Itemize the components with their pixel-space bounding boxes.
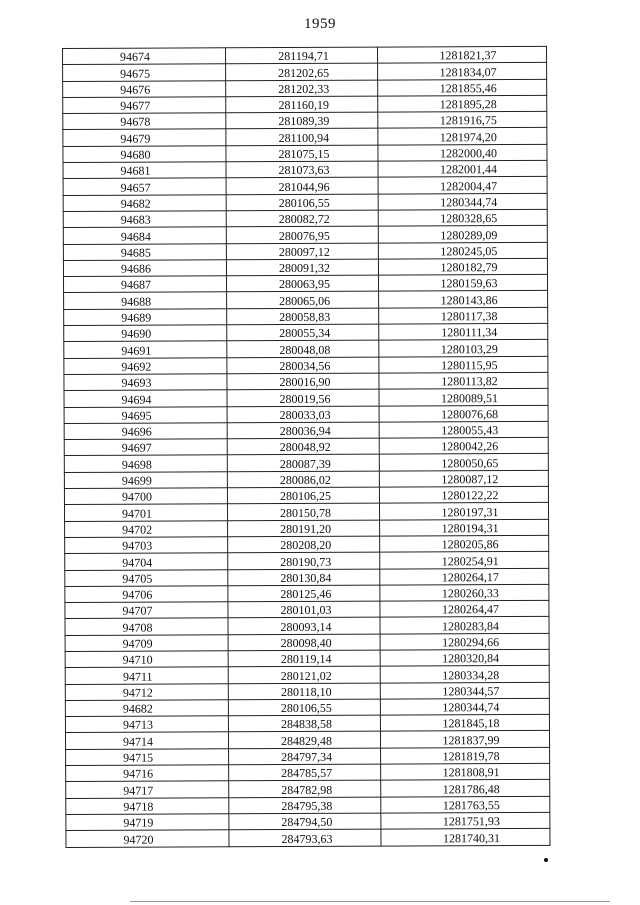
x-coordinate-cell: 280106,55 (226, 194, 378, 211)
x-coordinate-cell: 280106,25 (227, 487, 379, 504)
point-number-cell: 94698 (64, 455, 227, 472)
x-coordinate-cell: 284829,48 (228, 732, 380, 749)
y-coordinate-cell: 1280111,34 (379, 323, 548, 340)
y-coordinate-cell: 1281763,55 (381, 796, 550, 813)
y-coordinate-cell: 1280089,51 (379, 389, 548, 406)
y-coordinate-cell: 1282001,44 (378, 160, 547, 177)
table-row (65, 519, 549, 537)
point-number-cell: 94710 (65, 651, 228, 668)
point-number-cell: 94685 (63, 243, 226, 260)
point-number-cell: 94678 (63, 113, 226, 130)
point-number-cell: 94691 (64, 341, 227, 358)
y-coordinate-cell: 1280245,05 (378, 242, 547, 259)
point-number-cell: 94695 (64, 406, 227, 423)
point-number-cell: 94697 (64, 439, 227, 456)
x-coordinate-cell: 281202,33 (226, 80, 378, 97)
x-coordinate-cell: 280048,08 (227, 340, 379, 357)
table-row (63, 128, 547, 146)
table-row (63, 63, 547, 81)
table-row (63, 258, 547, 276)
point-number-cell: 94688 (64, 292, 227, 309)
x-coordinate-cell: 281089,39 (226, 112, 378, 129)
table-row (66, 780, 550, 798)
y-coordinate-cell: 1280264,17 (380, 568, 549, 585)
table-row (65, 568, 549, 586)
x-coordinate-cell: 280208,20 (228, 536, 380, 553)
x-coordinate-cell: 280016,90 (227, 373, 379, 390)
page-number: 1959 (304, 16, 336, 32)
x-coordinate-cell: 280036,94 (227, 422, 379, 439)
x-coordinate-cell: 281044,96 (226, 177, 378, 194)
x-coordinate-cell: 281194,71 (226, 47, 378, 64)
point-number-cell: 94716 (66, 765, 229, 782)
table-row (63, 193, 547, 211)
x-coordinate-cell: 280106,55 (228, 699, 380, 716)
point-number-cell: 94681 (63, 162, 226, 179)
y-coordinate-cell: 1280042,26 (379, 438, 548, 455)
y-coordinate-cell: 1280344,74 (380, 698, 549, 715)
x-coordinate-cell: 280125,46 (228, 585, 380, 602)
y-coordinate-cell: 1280103,29 (379, 340, 548, 357)
table-row (63, 242, 547, 260)
x-coordinate-cell: 280093,14 (228, 618, 380, 635)
y-coordinate-cell: 1281845,18 (380, 715, 549, 732)
y-coordinate-cell: 1281837,99 (380, 731, 549, 748)
y-coordinate-cell: 1280122,22 (379, 486, 548, 503)
point-number-cell: 94684 (63, 227, 226, 244)
y-coordinate-cell: 1280143,86 (379, 291, 548, 308)
point-number-cell: 94705 (65, 569, 228, 586)
table-row (64, 486, 548, 504)
table-row (66, 763, 550, 781)
point-number-cell: 94696 (64, 423, 227, 440)
point-number-cell: 94693 (64, 374, 227, 391)
y-coordinate-cell: 1280113,82 (379, 372, 548, 389)
table-row (63, 144, 547, 162)
x-coordinate-cell: 280019,56 (227, 389, 379, 406)
point-number-cell: 94676 (63, 80, 226, 97)
x-coordinate-cell: 280048,92 (227, 438, 379, 455)
x-coordinate-cell: 280098,40 (228, 634, 380, 651)
point-number-cell: 94714 (65, 732, 228, 749)
point-number-cell: 94707 (65, 602, 228, 619)
y-coordinate-cell: 1281740,31 (381, 829, 550, 846)
table-row (64, 438, 548, 456)
table-row (65, 584, 549, 602)
point-number-cell: 94674 (63, 48, 226, 65)
x-coordinate-cell: 280150,78 (227, 503, 379, 520)
table-row (64, 421, 548, 439)
x-coordinate-cell: 284782,98 (229, 780, 381, 797)
y-coordinate-cell: 1280283,84 (380, 617, 549, 634)
y-coordinate-cell: 1282004,47 (378, 177, 547, 194)
point-number-cell: 94683 (63, 211, 226, 228)
point-number-cell: 94690 (64, 325, 227, 342)
y-coordinate-cell: 1280197,31 (379, 503, 548, 520)
point-number-cell: 94704 (65, 553, 228, 570)
y-coordinate-cell: 1280334,28 (380, 666, 549, 683)
x-coordinate-cell: 284795,38 (229, 797, 381, 814)
point-number-cell: 94689 (64, 309, 227, 326)
table-row (63, 112, 547, 130)
table-row (64, 389, 548, 407)
y-coordinate-cell: 1281974,20 (378, 128, 547, 145)
point-number-cell: 94686 (63, 260, 226, 277)
y-coordinate-cell: 1280055,43 (379, 421, 548, 438)
table-row (64, 323, 548, 341)
table-row (65, 682, 549, 700)
y-coordinate-cell: 1281808,91 (381, 763, 550, 780)
x-coordinate-cell: 281075,15 (226, 145, 378, 162)
scan-edge-line (130, 901, 610, 902)
x-coordinate-cell: 280033,03 (227, 406, 379, 423)
point-number-cell: 94717 (66, 781, 229, 798)
x-coordinate-cell: 284793,63 (229, 829, 381, 846)
x-coordinate-cell: 280076,95 (226, 226, 378, 243)
point-number-cell: 94677 (63, 97, 226, 114)
table-row (65, 649, 549, 667)
x-coordinate-cell: 280130,84 (228, 569, 380, 586)
x-coordinate-cell: 280118,10 (228, 683, 380, 700)
y-coordinate-cell: 1282000,40 (378, 144, 547, 161)
point-number-cell: 94699 (64, 472, 227, 489)
table-row (65, 600, 549, 618)
point-number-cell: 94718 (66, 797, 229, 814)
table-row (63, 46, 547, 64)
x-coordinate-cell: 280058,83 (227, 308, 379, 325)
y-coordinate-cell: 1280182,79 (378, 258, 547, 275)
point-number-cell: 94694 (64, 390, 227, 407)
y-coordinate-cell: 1280117,38 (379, 307, 548, 324)
point-number-cell: 94680 (63, 146, 226, 163)
point-number-cell: 94713 (65, 716, 228, 733)
table-row (65, 535, 549, 553)
x-coordinate-cell: 280086,02 (227, 471, 379, 488)
x-coordinate-cell: 281100,94 (226, 129, 378, 146)
table-row (64, 405, 548, 423)
x-coordinate-cell: 284797,34 (229, 748, 381, 765)
table-row (63, 226, 547, 244)
x-coordinate-cell: 280055,34 (227, 324, 379, 341)
y-coordinate-cell: 1281855,46 (378, 79, 547, 96)
y-coordinate-cell: 1280159,63 (378, 275, 547, 292)
y-coordinate-cell: 1280344,74 (378, 193, 547, 210)
x-coordinate-cell: 280191,20 (228, 520, 380, 537)
point-number-cell: 94706 (65, 586, 228, 603)
y-coordinate-cell: 1280344,57 (380, 682, 549, 699)
x-coordinate-cell: 280101,03 (228, 601, 380, 618)
x-coordinate-cell: 280091,32 (226, 259, 378, 276)
y-coordinate-cell: 1281819,78 (381, 747, 550, 764)
table-row (66, 747, 550, 765)
point-number-cell: 94687 (63, 276, 226, 293)
coordinate-table (62, 46, 550, 848)
y-coordinate-cell: 1281786,48 (381, 780, 550, 797)
x-coordinate-cell: 280190,73 (228, 552, 380, 569)
point-number-cell: 94702 (65, 520, 228, 537)
x-coordinate-cell: 284794,50 (229, 813, 381, 830)
point-number-cell: 94712 (65, 683, 228, 700)
y-coordinate-cell: 1280115,95 (379, 356, 548, 373)
y-coordinate-cell: 1281834,07 (378, 63, 547, 80)
point-number-cell: 94682 (65, 700, 228, 717)
x-coordinate-cell: 280121,02 (228, 666, 380, 683)
x-coordinate-cell: 280097,12 (226, 243, 378, 260)
point-number-cell: 94657 (63, 178, 226, 195)
point-number-cell: 94679 (63, 129, 226, 146)
table-row (63, 79, 547, 97)
x-coordinate-cell: 280087,39 (227, 455, 379, 472)
point-number-cell: 94708 (65, 618, 228, 635)
y-coordinate-cell: 1281821,37 (377, 46, 546, 63)
point-number-cell: 94692 (64, 357, 227, 374)
point-number-cell: 94715 (66, 749, 229, 766)
y-coordinate-cell: 1280254,91 (380, 552, 549, 569)
table-row (66, 829, 550, 847)
y-coordinate-cell: 1280205,86 (380, 535, 549, 552)
y-coordinate-cell: 1280087,12 (379, 470, 548, 487)
table-row (65, 731, 549, 749)
y-coordinate-cell: 1281916,75 (378, 112, 547, 129)
x-coordinate-cell: 281202,65 (226, 63, 378, 80)
table-row (66, 812, 550, 830)
point-number-cell: 94719 (66, 814, 229, 831)
table-row (63, 177, 547, 195)
y-coordinate-cell: 1280050,65 (379, 454, 548, 471)
table-row (64, 372, 548, 390)
table-body (63, 46, 550, 847)
x-coordinate-cell: 280082,72 (226, 210, 378, 227)
x-coordinate-cell: 280065,06 (227, 292, 379, 309)
y-coordinate-cell: 1280264,47 (380, 600, 549, 617)
table-row (65, 552, 549, 570)
y-coordinate-cell: 1280076,68 (379, 405, 548, 422)
point-number-cell: 94703 (65, 537, 228, 554)
table-row (63, 95, 547, 113)
table-row (64, 340, 548, 358)
y-coordinate-cell: 1280289,09 (378, 226, 547, 243)
y-coordinate-cell: 1280320,84 (380, 649, 549, 666)
table-row (65, 698, 549, 716)
table-row (66, 796, 550, 814)
x-coordinate-cell: 281073,63 (226, 161, 378, 178)
point-number-cell: 94700 (64, 488, 227, 505)
point-number-cell: 94701 (64, 504, 227, 521)
point-number-cell: 94682 (63, 194, 226, 211)
table-row (64, 454, 548, 472)
y-coordinate-cell: 1280260,33 (380, 584, 549, 601)
table-row (64, 291, 548, 309)
table-row (64, 503, 548, 521)
table-row (63, 209, 547, 227)
point-number-cell: 94709 (65, 634, 228, 651)
y-coordinate-cell: 1281895,28 (378, 95, 547, 112)
x-coordinate-cell: 280034,56 (227, 357, 379, 374)
table-row (65, 666, 549, 684)
y-coordinate-cell: 1280294,66 (380, 633, 549, 650)
point-number-cell: 94711 (65, 667, 228, 684)
point-number-cell: 94675 (63, 64, 226, 81)
table-row (65, 715, 549, 733)
y-coordinate-cell: 1280328,65 (378, 209, 547, 226)
x-coordinate-cell: 280119,14 (228, 650, 380, 667)
table-row (63, 160, 547, 178)
scan-mark (544, 858, 548, 862)
table-row (64, 307, 548, 325)
table-row (65, 633, 549, 651)
x-coordinate-cell: 284838,58 (228, 715, 380, 732)
table-row (64, 356, 548, 374)
x-coordinate-cell: 284785,57 (229, 764, 381, 781)
point-number-cell: 94720 (66, 830, 229, 847)
table-row (64, 470, 548, 488)
table-row (63, 275, 547, 293)
x-coordinate-cell: 281160,19 (226, 96, 378, 113)
x-coordinate-cell: 280063,95 (226, 275, 378, 292)
y-coordinate-cell: 1280194,31 (380, 519, 549, 536)
table-row (65, 617, 549, 635)
y-coordinate-cell: 1281751,93 (381, 812, 550, 829)
